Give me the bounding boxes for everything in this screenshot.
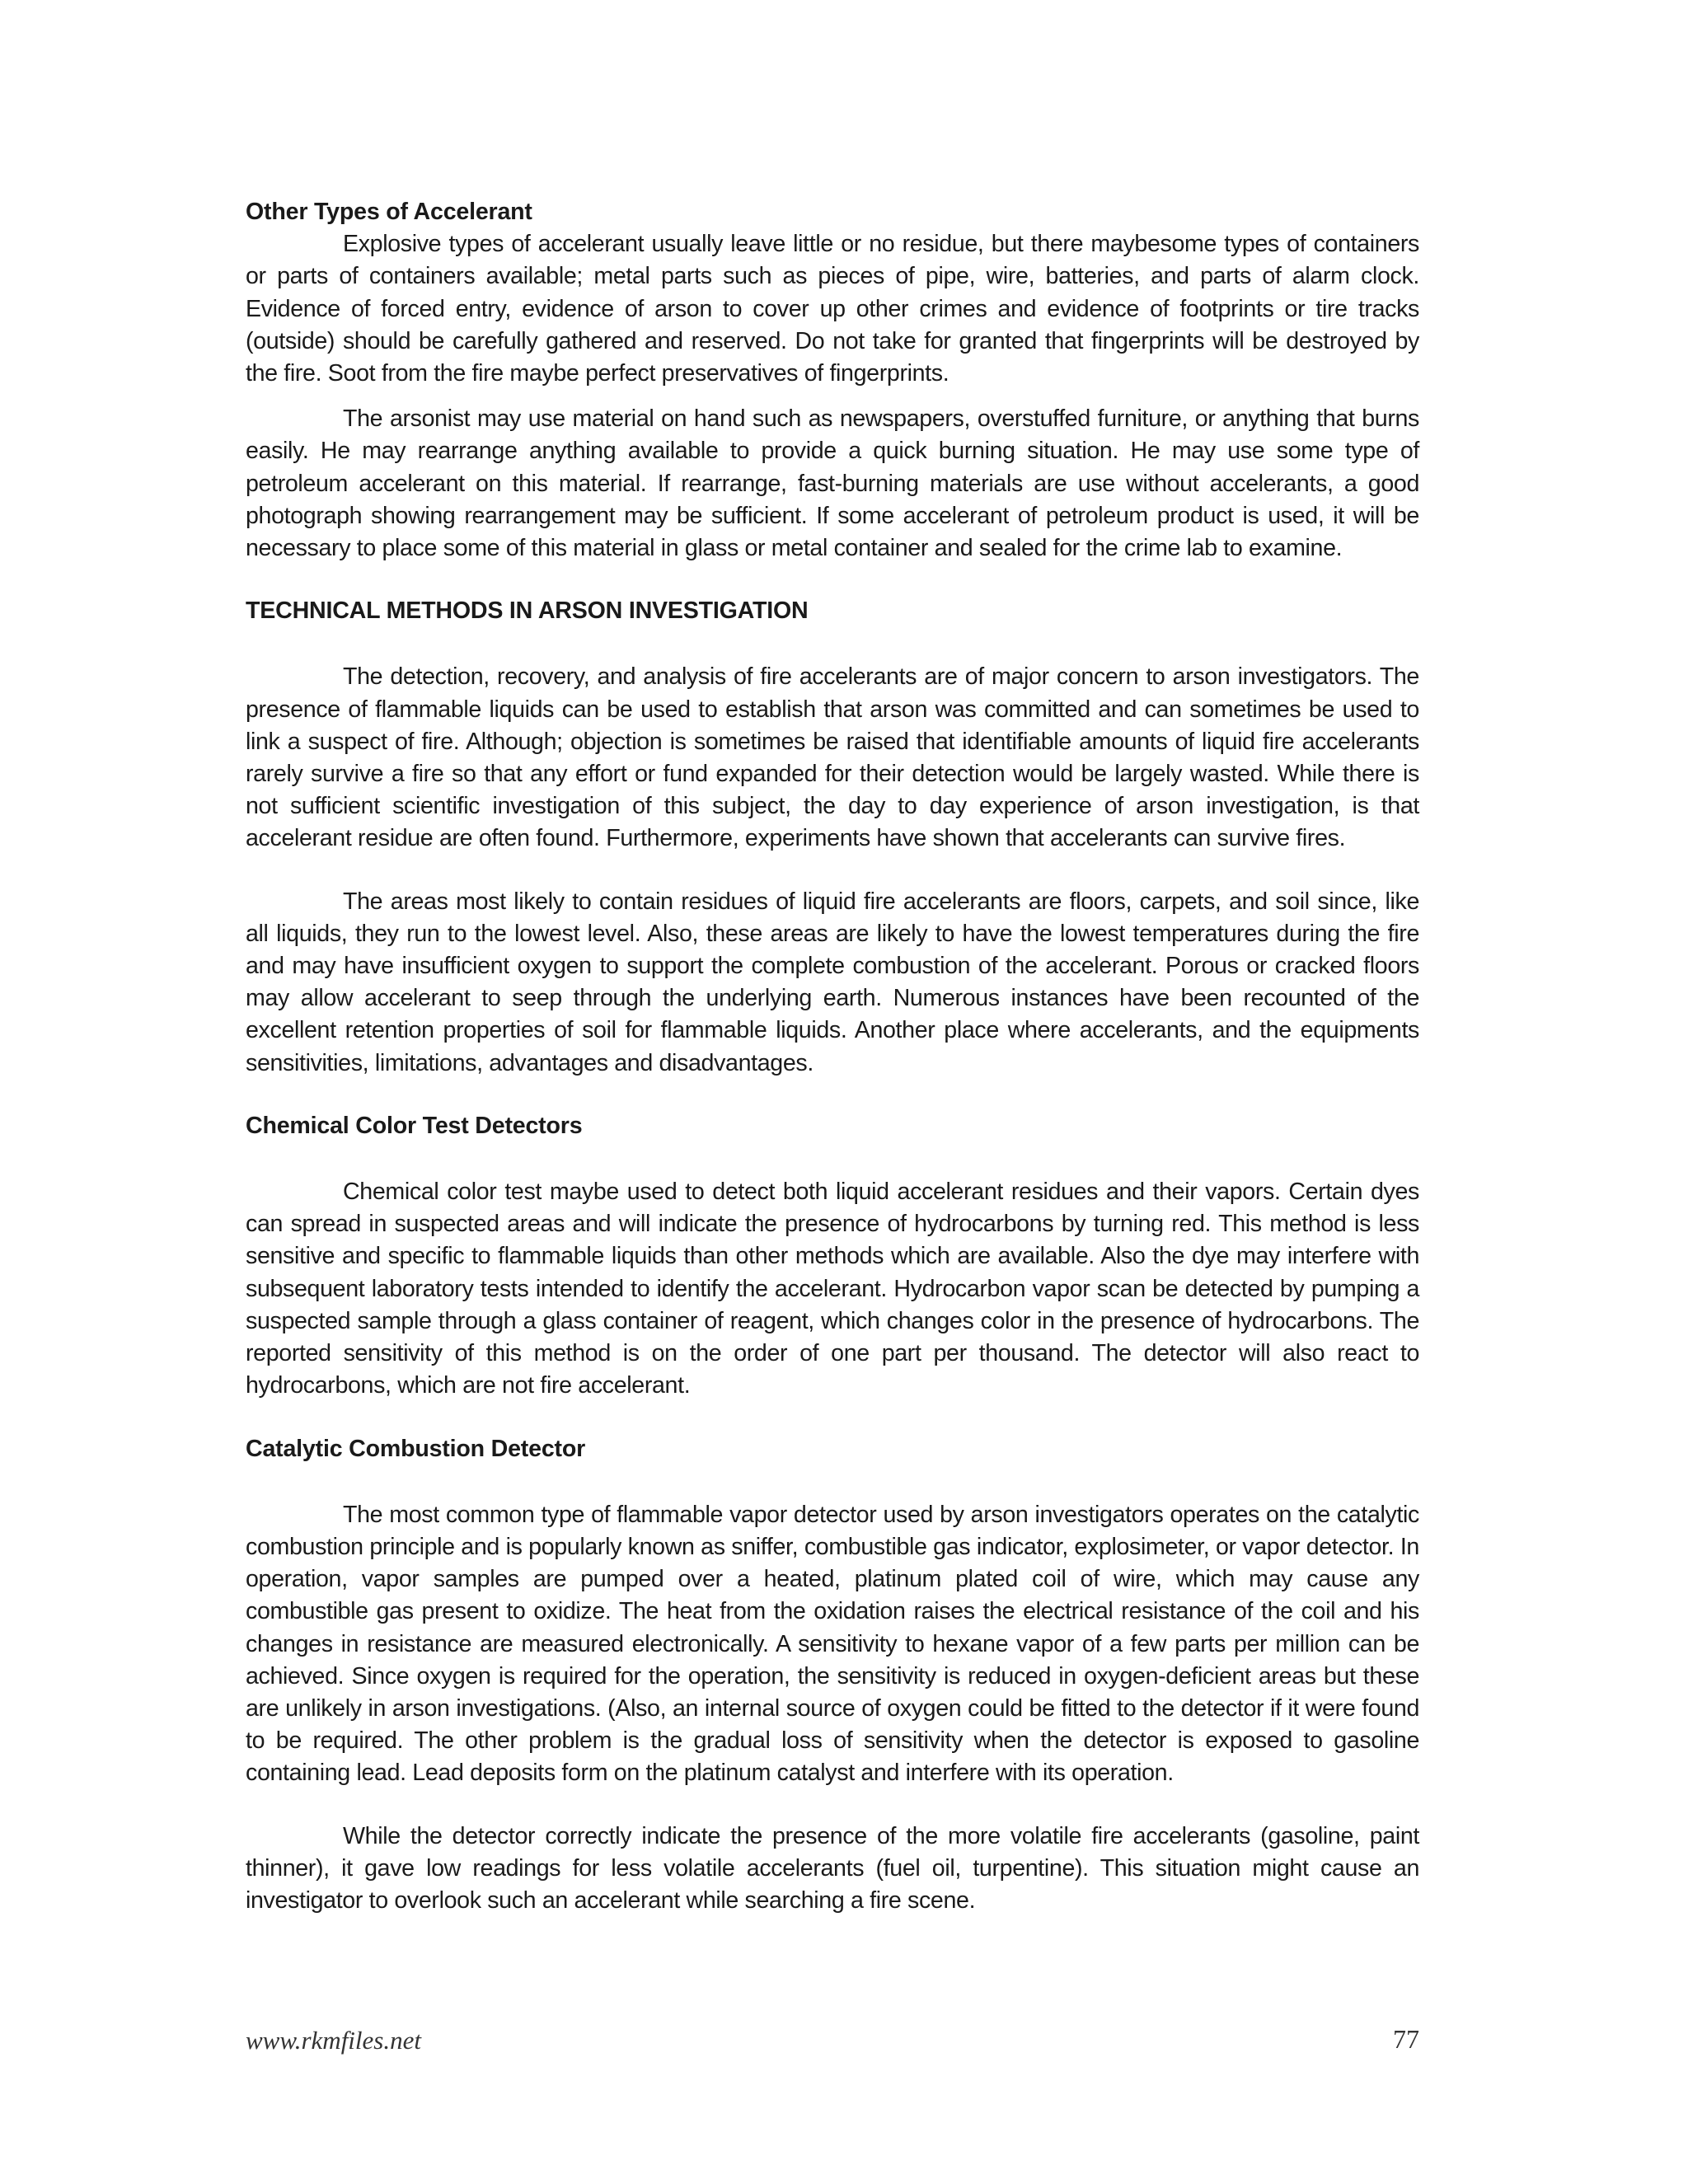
footer-url: www.rkmfiles.net	[246, 2026, 421, 2055]
paragraph: The areas most likely to contain residues of liquid fire accelerants are floors, carpets, and soil since, like all liquids, they run to the lowest level. Also, these areas are likely to have the lowest temperatures during the fire and may have insufficient oxygen to support the complete combustion of the accelerant. Porous or cracked floors may allow accelerant to seep through the underlying earth. Numerous instances have been recounted of the excellent retention properties of soil for flammable liquids. Another place where accelerants, and the equipments sensitivities, limitations, advantages and disadvantages.	[246, 888, 1419, 1076]
page-number: 77	[1393, 2024, 1419, 2054]
section-heading-chemical-color-test: Chemical Color Test Detectors	[246, 1112, 583, 1139]
paragraph: Explosive types of accelerant usually leave little or no residue, but there maybesome types of containers or parts of containers available; metal parts such as pieces of pipe, wire, batteries, and parts of alarm clock. Evidence of forced entry, evidence of arson to cover up other crimes and evidence of footprints or tire tracks (outside) should be carefully gathered and reserved. Do not take for granted that fingerprints will be destroyed by the fire. Soot from the fire maybe perfect preservatives of fingerprints.	[246, 231, 1419, 387]
paragraph: The arsonist may use material on hand such as newspapers, overstuffed furniture, or anything that burns easily. He may rearrange anything available to provide a quick burning situation. He may use some type of petroleum accelerant on this material. If rearrange, fast-burning materials are use without accelerants, a good photograph showing rearrangement may be sufficient. If some accelerant of petroleum product is used, it will be necessary to place some of this material in glass or metal container and sealed for the crime lab to examine.	[246, 405, 1419, 562]
section-heading-catalytic-combustion: Catalytic Combustion Detector	[246, 1435, 586, 1462]
section-heading-other-types: Other Types of Accelerant	[246, 199, 532, 225]
paragraph: While the detector correctly indicate the presence of the more volatile fire accelerants (gasoline, paint thinner), it gave low readings for less volatile accelerants (fuel oil, turpentine). This situation might cause an investigator to overlook such an accelerant while searching a fire scene.	[246, 1822, 1419, 1914]
document-body	[246, 196, 1419, 1917]
paragraph: The detection, recovery, and analysis of fire accelerants are of major concern to arson investigators. The presence of flammable liquids can be used to establish that arson was committed and can sometimes be used to link a suspect of fire. Although; objection is sometimes be raised that identifiable amounts of liquid fire accelerants rarely survive a fire so that any effort or fund expanded for their detection would be largely wasted. While there is not sufficient scientific investigation of this subject, the day to day experience of arson investigation, is that accelerant residue are often found. Furthermore, experiments have shown that accelerants can survive fires.	[246, 663, 1419, 852]
paragraph: The most common type of flammable vapor detector used by arson investigators operates on the catalytic combustion principle and is popularly known as sniffer, combustible gas indicator, explosimeter, or vapor detector. In operation, vapor samples are pumped over a heated, platinum plated coil of wire, which may cause any combustible gas present to oxidize. The heat from the oxidation raises the electrical resistance of the coil and his changes in resistance are measured electronically. A sensitivity to hexane vapor of a few parts per million can be achieved. Since oxygen is required for the operation, the sensitivity is reduced in oxygen-deficient areas but these are unlikely in arson investigations. (Also, an internal source of oxygen could be fitted to the detector if it were found to be required. The other problem is the gradual loss of sensitivity when the detector is exposed to gasoline containing lead. Lead deposits form on the platinum catalyst and interfere with its operation.	[246, 1501, 1419, 1787]
paragraph: Chemical color test maybe used to detect both liquid accelerant residues and their vapors. Certain dyes can spread in suspected areas and will indicate the presence of hydrocarbons by turning red. This method is less sensitive and specific to flammable liquids than other methods which are available. Also the dye may interfere with subsequent laboratory tests intended to identify the accelerant. Hydrocarbon vapor scan be detected by pumping a suspected sample through a glass container of reagent, which changes color in the presence of hydrocarbons. The reported sensitivity of this method is on the order of one part per thousand. The detector will also react to hydrocarbons, which are not fire accelerant.	[246, 1179, 1419, 1399]
section-heading-technical-methods: TECHNICAL METHODS IN ARSON INVESTIGATION	[246, 598, 809, 625]
